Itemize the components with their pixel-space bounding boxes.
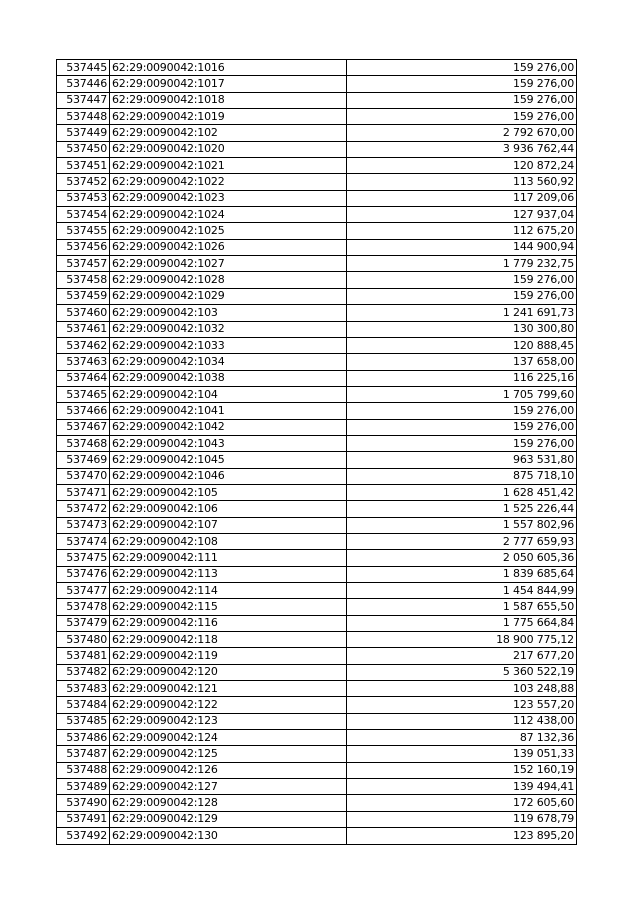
cadastral-value-table	[56, 59, 577, 845]
value-cell: 963 531,80	[347, 452, 577, 468]
row-id-cell: 537459	[57, 288, 110, 304]
cadastral-number-cell: 62:29:0090042:125	[110, 746, 347, 762]
cadastral-number-cell: 62:29:0090042:1043	[110, 435, 347, 451]
row-id-cell: 537487	[57, 746, 110, 762]
table-row	[57, 190, 577, 206]
value-cell: 120 888,45	[347, 337, 577, 353]
cadastral-number-cell: 62:29:0090042:1041	[110, 403, 347, 419]
row-id-cell: 537475	[57, 550, 110, 566]
table-row	[57, 256, 577, 272]
row-id-cell: 537486	[57, 730, 110, 746]
value-cell: 1 557 802,96	[347, 517, 577, 533]
cadastral-number-cell: 62:29:0090042:107	[110, 517, 347, 533]
cadastral-number-cell: 62:29:0090042:1021	[110, 158, 347, 174]
row-id-cell: 537481	[57, 648, 110, 664]
row-id-cell: 537468	[57, 435, 110, 451]
value-cell: 875 718,10	[347, 468, 577, 484]
value-cell: 18 900 775,12	[347, 632, 577, 648]
table-row	[57, 141, 577, 157]
table-row	[57, 795, 577, 811]
row-id-cell: 537483	[57, 681, 110, 697]
table-row	[57, 533, 577, 549]
cadastral-number-cell: 62:29:0090042:1028	[110, 272, 347, 288]
row-id-cell: 537463	[57, 354, 110, 370]
value-cell: 1 839 685,64	[347, 566, 577, 582]
table-row	[57, 599, 577, 615]
cadastral-number-cell: 62:29:0090042:111	[110, 550, 347, 566]
table-row	[57, 566, 577, 582]
row-id-cell: 537474	[57, 533, 110, 549]
table-row	[57, 550, 577, 566]
value-cell: 1 775 664,84	[347, 615, 577, 631]
cadastral-number-cell: 62:29:0090042:120	[110, 664, 347, 680]
row-id-cell: 537476	[57, 566, 110, 582]
row-id-cell: 537450	[57, 141, 110, 157]
value-cell: 159 276,00	[347, 60, 577, 76]
table-row	[57, 239, 577, 255]
row-id-cell: 537455	[57, 223, 110, 239]
row-id-cell: 537484	[57, 697, 110, 713]
value-cell: 217 677,20	[347, 648, 577, 664]
table-row	[57, 501, 577, 517]
cadastral-number-cell: 62:29:0090042:1042	[110, 419, 347, 435]
cadastral-number-cell: 62:29:0090042:1038	[110, 370, 347, 386]
row-id-cell: 537492	[57, 828, 110, 844]
row-id-cell: 537489	[57, 779, 110, 795]
table-row	[57, 92, 577, 108]
row-id-cell: 537452	[57, 174, 110, 190]
table-row	[57, 632, 577, 648]
value-cell: 1 454 844,99	[347, 583, 577, 599]
cadastral-number-cell: 62:29:0090042:118	[110, 632, 347, 648]
value-cell: 159 276,00	[347, 435, 577, 451]
table-row	[57, 207, 577, 223]
row-id-cell: 537488	[57, 762, 110, 778]
value-cell: 117 209,06	[347, 190, 577, 206]
value-cell: 159 276,00	[347, 109, 577, 125]
row-id-cell: 537466	[57, 403, 110, 419]
table-row	[57, 681, 577, 697]
table-row	[57, 615, 577, 631]
row-id-cell: 537458	[57, 272, 110, 288]
cadastral-number-cell: 62:29:0090042:115	[110, 599, 347, 615]
row-id-cell: 537445	[57, 60, 110, 76]
table-row	[57, 762, 577, 778]
row-id-cell: 537465	[57, 386, 110, 402]
table-row	[57, 468, 577, 484]
cadastral-number-cell: 62:29:0090042:128	[110, 795, 347, 811]
value-cell: 139 051,33	[347, 746, 577, 762]
value-cell: 127 937,04	[347, 207, 577, 223]
value-cell: 5 360 522,19	[347, 664, 577, 680]
table-row	[57, 321, 577, 337]
row-id-cell: 537447	[57, 92, 110, 108]
value-cell: 139 494,41	[347, 779, 577, 795]
row-id-cell: 537448	[57, 109, 110, 125]
row-id-cell: 537454	[57, 207, 110, 223]
row-id-cell: 537470	[57, 468, 110, 484]
value-cell: 1 779 232,75	[347, 256, 577, 272]
cadastral-number-cell: 62:29:0090042:126	[110, 762, 347, 778]
cadastral-number-cell: 62:29:0090042:113	[110, 566, 347, 582]
table-row	[57, 403, 577, 419]
table-row	[57, 746, 577, 762]
table-row	[57, 305, 577, 321]
table-row	[57, 223, 577, 239]
cadastral-number-cell: 62:29:0090042:1016	[110, 60, 347, 76]
value-cell: 1 241 691,73	[347, 305, 577, 321]
table-row	[57, 452, 577, 468]
value-cell: 116 225,16	[347, 370, 577, 386]
cadastral-number-cell: 62:29:0090042:1023	[110, 190, 347, 206]
cadastral-number-cell: 62:29:0090042:119	[110, 648, 347, 664]
value-cell: 159 276,00	[347, 419, 577, 435]
cadastral-number-cell: 62:29:0090042:1034	[110, 354, 347, 370]
cadastral-number-cell: 62:29:0090042:129	[110, 811, 347, 827]
cadastral-number-cell: 62:29:0090042:106	[110, 501, 347, 517]
value-cell: 159 276,00	[347, 403, 577, 419]
cadastral-number-cell: 62:29:0090042:1020	[110, 141, 347, 157]
table-row	[57, 272, 577, 288]
value-cell: 130 300,80	[347, 321, 577, 337]
table-row	[57, 288, 577, 304]
row-id-cell: 537461	[57, 321, 110, 337]
cadastral-number-cell: 62:29:0090042:1026	[110, 239, 347, 255]
value-cell: 2 777 659,93	[347, 533, 577, 549]
cadastral-number-cell: 62:29:0090042:1027	[110, 256, 347, 272]
row-id-cell: 537446	[57, 76, 110, 92]
value-cell: 119 678,79	[347, 811, 577, 827]
value-cell: 112 675,20	[347, 223, 577, 239]
value-cell: 159 276,00	[347, 272, 577, 288]
value-cell: 2 050 605,36	[347, 550, 577, 566]
table-row	[57, 109, 577, 125]
table-row	[57, 484, 577, 500]
table-row	[57, 370, 577, 386]
cadastral-number-cell: 62:29:0090042:105	[110, 484, 347, 500]
value-cell: 159 276,00	[347, 76, 577, 92]
cadastral-number-cell: 62:29:0090042:123	[110, 713, 347, 729]
cadastral-number-cell: 62:29:0090042:1018	[110, 92, 347, 108]
value-cell: 112 438,00	[347, 713, 577, 729]
row-id-cell: 537457	[57, 256, 110, 272]
row-id-cell: 537456	[57, 239, 110, 255]
value-cell: 103 248,88	[347, 681, 577, 697]
cadastral-number-cell: 62:29:0090042:1017	[110, 76, 347, 92]
table-row	[57, 435, 577, 451]
row-id-cell: 537472	[57, 501, 110, 517]
value-cell: 137 658,00	[347, 354, 577, 370]
row-id-cell: 537490	[57, 795, 110, 811]
value-cell: 159 276,00	[347, 92, 577, 108]
cadastral-number-cell: 62:29:0090042:127	[110, 779, 347, 795]
value-cell: 1 587 655,50	[347, 599, 577, 615]
value-cell: 1 705 799,60	[347, 386, 577, 402]
value-cell: 113 560,92	[347, 174, 577, 190]
table-row	[57, 125, 577, 141]
cadastral-number-cell: 62:29:0090042:1046	[110, 468, 347, 484]
value-cell: 87 132,36	[347, 730, 577, 746]
cadastral-number-cell: 62:29:0090042:124	[110, 730, 347, 746]
row-id-cell: 537479	[57, 615, 110, 631]
cadastral-number-cell: 62:29:0090042:1019	[110, 109, 347, 125]
row-id-cell: 537477	[57, 583, 110, 599]
row-id-cell: 537451	[57, 158, 110, 174]
table-row	[57, 828, 577, 844]
value-cell: 144 900,94	[347, 239, 577, 255]
row-id-cell: 537491	[57, 811, 110, 827]
row-id-cell: 537449	[57, 125, 110, 141]
row-id-cell: 537453	[57, 190, 110, 206]
value-cell: 120 872,24	[347, 158, 577, 174]
row-id-cell: 537473	[57, 517, 110, 533]
table-body	[57, 60, 577, 845]
table-row	[57, 419, 577, 435]
row-id-cell: 537464	[57, 370, 110, 386]
table-row	[57, 648, 577, 664]
cadastral-number-cell: 62:29:0090042:122	[110, 697, 347, 713]
row-id-cell: 537485	[57, 713, 110, 729]
table-row	[57, 811, 577, 827]
table-row	[57, 386, 577, 402]
cadastral-number-cell: 62:29:0090042:104	[110, 386, 347, 402]
table-row	[57, 517, 577, 533]
table-row	[57, 697, 577, 713]
row-id-cell: 537478	[57, 599, 110, 615]
value-cell: 1 525 226,44	[347, 501, 577, 517]
row-id-cell: 537482	[57, 664, 110, 680]
row-id-cell: 537471	[57, 484, 110, 500]
table-row	[57, 730, 577, 746]
row-id-cell: 537460	[57, 305, 110, 321]
table-row	[57, 713, 577, 729]
cadastral-number-cell: 62:29:0090042:1029	[110, 288, 347, 304]
cadastral-number-cell: 62:29:0090042:1025	[110, 223, 347, 239]
row-id-cell: 537467	[57, 419, 110, 435]
value-cell: 152 160,19	[347, 762, 577, 778]
cadastral-number-cell: 62:29:0090042:116	[110, 615, 347, 631]
value-cell: 123 895,20	[347, 828, 577, 844]
value-cell: 172 605,60	[347, 795, 577, 811]
table-row	[57, 583, 577, 599]
table-row	[57, 174, 577, 190]
cadastral-number-cell: 62:29:0090042:1024	[110, 207, 347, 223]
cadastral-number-cell: 62:29:0090042:114	[110, 583, 347, 599]
table-row	[57, 354, 577, 370]
value-cell: 1 628 451,42	[347, 484, 577, 500]
cadastral-number-cell: 62:29:0090042:1032	[110, 321, 347, 337]
value-cell: 159 276,00	[347, 288, 577, 304]
table-row	[57, 76, 577, 92]
value-cell: 2 792 670,00	[347, 125, 577, 141]
cadastral-number-cell: 62:29:0090042:1045	[110, 452, 347, 468]
cadastral-number-cell: 62:29:0090042:130	[110, 828, 347, 844]
row-id-cell: 537462	[57, 337, 110, 353]
table-row	[57, 60, 577, 76]
table-row	[57, 158, 577, 174]
table-row	[57, 779, 577, 795]
cadastral-number-cell: 62:29:0090042:1022	[110, 174, 347, 190]
value-cell: 123 557,20	[347, 697, 577, 713]
table-row	[57, 664, 577, 680]
value-cell: 3 936 762,44	[347, 141, 577, 157]
table-row	[57, 337, 577, 353]
cadastral-number-cell: 62:29:0090042:102	[110, 125, 347, 141]
cadastral-number-cell: 62:29:0090042:108	[110, 533, 347, 549]
cadastral-number-cell: 62:29:0090042:1033	[110, 337, 347, 353]
cadastral-number-cell: 62:29:0090042:121	[110, 681, 347, 697]
cadastral-number-cell: 62:29:0090042:103	[110, 305, 347, 321]
row-id-cell: 537480	[57, 632, 110, 648]
row-id-cell: 537469	[57, 452, 110, 468]
